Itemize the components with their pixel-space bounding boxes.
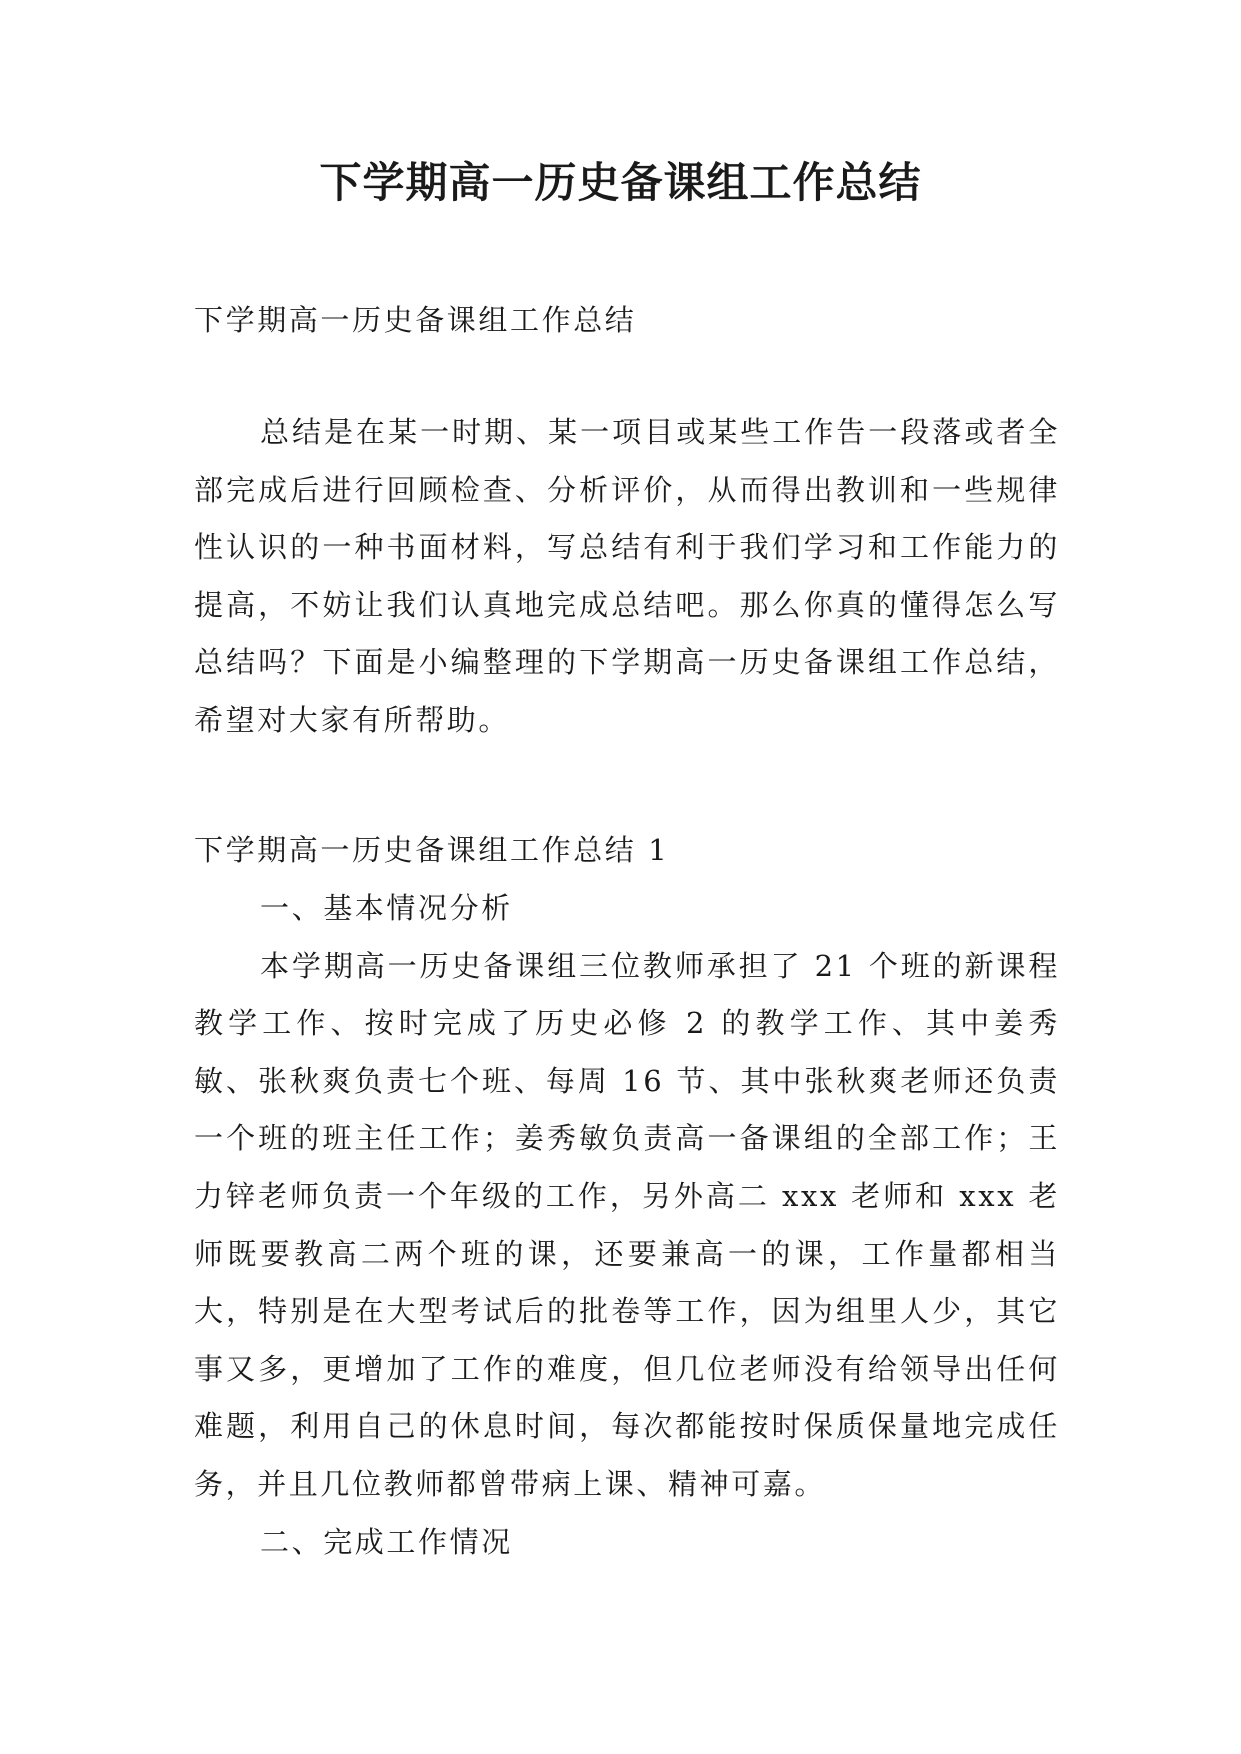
section-title: 下学期高一历史备课组工作总结 1 — [194, 833, 670, 867]
intro-paragraph: 总结是在某一时期、某一项目或某些工作告一段落或者全部完成后进行回顾检查、分析评价，从而得出教训和一些规律性认识的一种书面材料，写总结有利于我们学习和工作能力的提高，不妨让我们认真地完成总结吧。那么你真的懂得怎么写总结吗？下面是小编整理的下学期高一历史备课组工作总结，希望对大家有所帮助。 — [194, 415, 1060, 737]
section-heading-basic-analysis: 一、基本情况分析 — [260, 891, 513, 925]
section-paragraph: 本学期高一历史备课组三位教师承担了 21 个班的新课程教学工作、按时完成了历史必修 2 的教学工作、其中姜秀敏、张秋爽负责七个班、每周 16 节、其中张秋爽老师还负责一个班的班主任工作；姜秀敏负责高一备课组的全部工作；王力锌老师负责一个年级的工作，另外高二 xxx 老师和 xxx 老师既要教高二两个班的课，还要兼高一的课，工作量都相当大，特别是在大型考试后的批卷等工作，因为组里人少，其它事又多，更增加了工作的难度，但几位老师没有给领导出任何难题，利用自己的休息时间，每次都能按时保质保量地完成任务，并且几位教师都曾带病上课、精神可嘉。 — [194, 948, 1060, 1501]
document-title: 下学期高一历史备课组工作总结 — [319, 158, 922, 207]
section-heading-work-completed: 二、完成工作情况 — [260, 1524, 513, 1559]
document-subtitle: 下学期高一历史备课组工作总结 — [194, 303, 637, 337]
section-content — [194, 880, 1060, 1571]
